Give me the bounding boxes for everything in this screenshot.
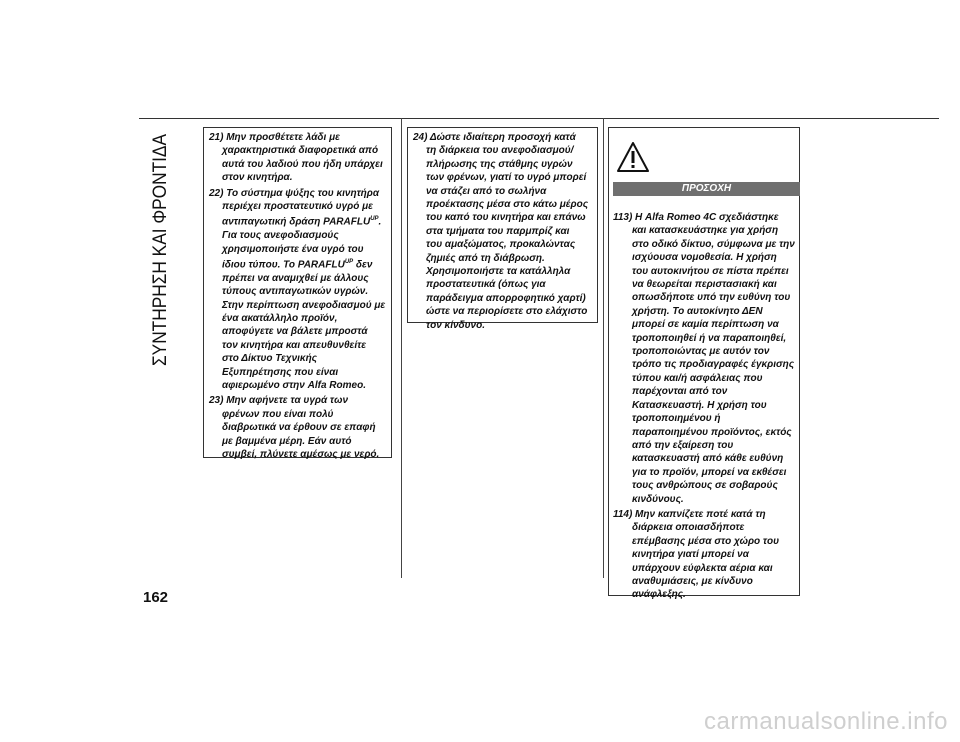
note-24: 24) Δώστε ιδιαίτερη προσοχή κατά τη διάρκεια του ανεφοδιασμού/ πλήρωσης της στάθμης υγρών των φρένων, γιατί το υγρό μπορεί να στάζει από το σωλήνα προέκτασης μέσα στο κάτω μέρος του καπό του κινητήρα και επάνω στα τμήματα του παρμπρίζ και του αμαξώματος, προκαλώντας ζημιές από τη διάβρωση. Χρησιμοποιήστε τα κατάλληλα προστατευτικά (όπως για παράδειγμα απορροφητικό χαρτί) ώστε να περιορίσετε στο ελάχιστο τον κίνδυνο.	[413, 132, 589, 331]
warning-list	[613, 211, 798, 604]
note-23: 23) Μην αφήνετε τα υγρά των φρένων που είναι πολύ διαβρωτικά να έρθουν σε επαφή με βαμμένα μέρη. Εάν αυτό συμβεί, πλύνετε αμέσως με νερό.	[209, 395, 380, 460]
note-22-part1: 22) Το σύστημα ψύξης του κινητήρα περιέχει προστατευτικό υγρό με αντιπαγωτική δράση PARAFLU	[209, 187, 380, 228]
note-22-part3: δεν πρέπει να αναμιχθεί με άλλους τύπους αντιπαγωτικών υγρών. Στην περίπτωση ανεφοδιασμού με ένα ακατάλληλο προϊόν, αποφύγετε να βάλετε μπροστά τον κινητήρα και απευθυνθείτε στο Δίκτυο Τεχνικής Εξυπηρέτησης που είναι αφιερωμένο στην Alfa Romeo.	[222, 259, 386, 391]
warning-title: ΠΡΟΣΟΧΗ	[613, 182, 800, 196]
warning-114: 114) Μην καπνίζετε ποτέ κατά τη διάρκεια οποιασδήποτε επέμβασης μέσα στο χώρο του κινητήρα γιατί μπορεί να υπάρχουν εύφλεκτα αέρια και αναθυμιάσεις, με κίνδυνο ανάφλεξης.	[613, 508, 780, 601]
watermark: carmanualsonline.info	[704, 708, 948, 735]
warning-113: 113) Η Alfa Romeo 4C σχεδιάστηκε και κατασκευάστηκε για χρήση στο οδικό δίκτυο, σύμφωνα με την ισχύουσα νομοθεσία. Η χρήση του αυτοκινήτου σε πίστα πρέπει να θεωρείται περιστασιακή και οπωσδήποτε υπό την ευθύνη του χρήστη. Το αυτοκίνητο ΔΕΝ μπορεί σε καμία περίπτωση να τροποποιηθεί ή να παραποιηθεί, τροποποιώντας με αυτόν τον τρόπο τις προδιαγραφές έγκρισης τύπου και/ή ασφάλειας που παρέχονται από τον Κατασκευαστή. Η χρήση του τροποποιημένου ή παραποιημένου προϊόντος, εκτός από την εξαίρεση του κατασκευαστή από κάθε ευθύνη για το προϊόν, μπορεί να εκθέσει τους ανθρώπους σε σοβαρούς κινδύνους.	[613, 212, 795, 505]
side-title-svg	[139, 128, 179, 368]
section-side-title	[139, 128, 179, 368]
notes-box-1	[203, 127, 392, 458]
note-21: 21) Μην προσθέτετε λάδι με χαρακτηριστικά διαφορετικά από αυτά του λαδιού που ήδη υπάρχει στον κινητήρα.	[209, 132, 383, 184]
page-number: 162	[143, 589, 169, 606]
top-rule	[139, 118, 939, 119]
note-22-sup2: UP	[344, 258, 354, 265]
warning-triangle-icon	[617, 142, 649, 172]
notes-box-2	[407, 127, 598, 331]
side-title-text: ΣΥΝΤΗΡΗΣΗ ΚΑΙ ΦΡΟΝΤΙΔΑ	[150, 128, 171, 366]
column-divider-1	[401, 118, 402, 578]
note-22-part2: . Για τους ανεφοδιασμούς χρησιμοποιήστε ένα υγρό του ίδιου τύπου. Το PARAFLU	[222, 216, 382, 271]
note-22	[209, 187, 389, 393]
note-22-sup1: UP	[370, 216, 379, 223]
column-divider-2	[603, 118, 604, 578]
